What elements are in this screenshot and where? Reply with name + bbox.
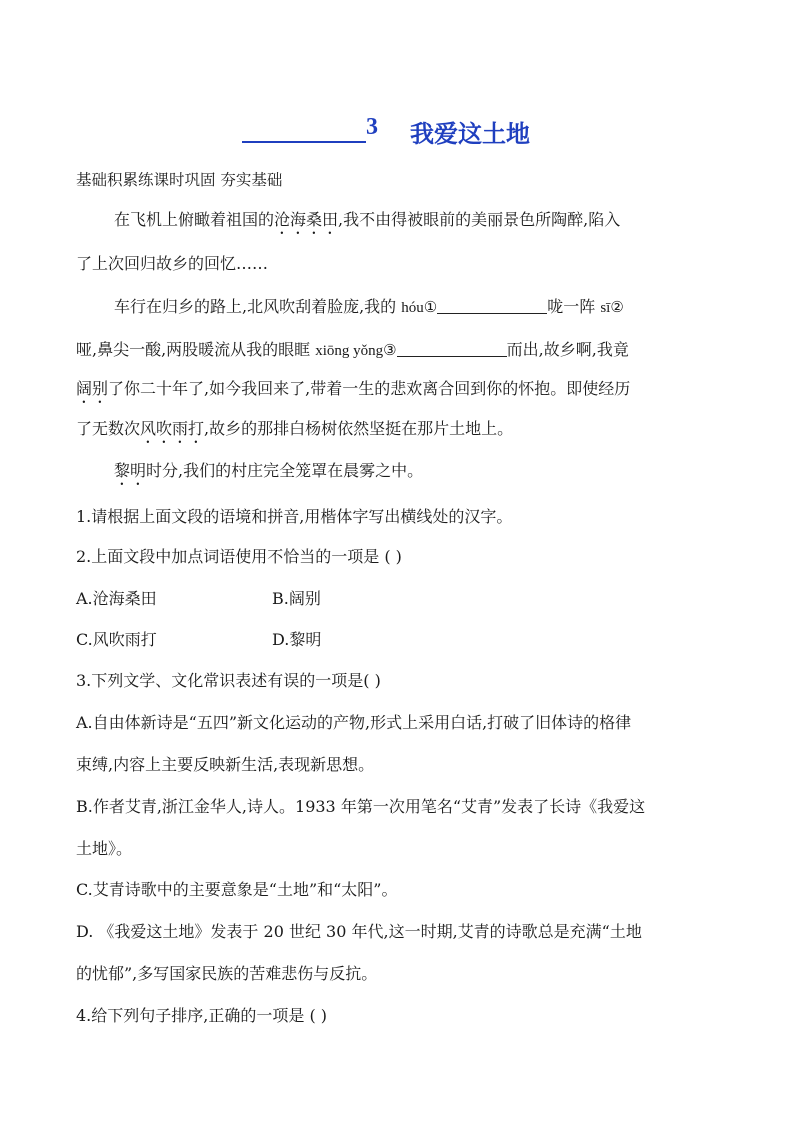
q2-option-a[interactable]: A.沧海桑田: [76, 589, 157, 608]
question-4: 4.给下列句子排序,正确的一项是 ( ): [76, 1006, 328, 1025]
q2-option-d[interactable]: D.黎明: [272, 630, 322, 649]
section-heading: 基础积累练课时巩固 夯实基础: [76, 171, 283, 189]
dotted-word: 风吹雨打: [140, 419, 205, 438]
pinyin-hint: xiōng yǒng③: [315, 343, 397, 359]
passage-line: 了上次回归故乡的回忆……: [76, 254, 269, 273]
passage-line: 黎明时分,我们的村庄完全笼罩在晨雾之中。: [114, 461, 424, 480]
answer-blank-1[interactable]: [437, 297, 547, 314]
q3-option-b[interactable]: B.作者艾青,浙江金华人,诗人。1933 年第一次用笔名“艾青”发表了长诗《我爱这: [76, 797, 646, 816]
q3-option-a-cont: 束缚,内容上主要反映新生活,表现新思想。: [76, 755, 375, 774]
passage-line: 车行在归乡的路上,北风吹刮着脸庞,我的 hóu① 咙一阵 sī②: [114, 297, 624, 316]
dotted-word: 沧海桑田: [274, 210, 339, 229]
question-2: 2.上面文段中加点词语使用不恰当的一项是 ( ): [76, 547, 402, 566]
passage-line: 在飞机上俯瞰着祖国的沧海桑田,我不由得被眼前的美丽景色所陶醉,陷入: [114, 210, 621, 229]
title-underline: [242, 141, 366, 143]
page-title: 我爱这土地: [410, 120, 530, 148]
title-row: [0, 112, 794, 146]
q2-option-c[interactable]: C.风吹雨打: [76, 630, 157, 649]
dotted-word: 黎明: [114, 461, 147, 480]
q2-option-b[interactable]: B.阔别: [272, 589, 321, 608]
passage-line: 哑,鼻尖一酸,两股暖流从我的眼眶 xiōng yǒng③ 而出,故乡啊,我竟: [76, 340, 629, 359]
question-3: 3.下列文学、文化常识表述有误的一项是( ): [76, 671, 381, 690]
q3-option-b-cont: 土地》。: [76, 839, 133, 858]
q3-option-c[interactable]: C.艾青诗歌中的主要意象是“土地”和“太阳”。: [76, 880, 398, 899]
pinyin-hint: sī②: [600, 300, 624, 316]
passage-line: 了无数次风吹雨打,故乡的那排白杨树依然坚挺在那片土地上。: [76, 419, 514, 438]
passage-line: 阔别了你二十年了,如今我回来了,带着一生的悲欢离合回到你的怀抱。即使经历: [76, 379, 631, 398]
answer-blank-3[interactable]: [397, 340, 507, 357]
q3-option-d-cont: 的忧郁”,多写国家民族的苦难悲伤与反抗。: [76, 964, 378, 983]
question-1: 1.请根据上面文段的语境和拼音,用楷体字写出横线处的汉字。: [76, 507, 513, 526]
title-number: 3: [366, 114, 378, 140]
pinyin-hint: hóu①: [401, 300, 438, 316]
q3-option-a[interactable]: A.自由体新诗是“五四”新文化运动的产物,形式上采用白话,打破了旧体诗的格律: [76, 713, 632, 732]
dotted-word: 阔别: [76, 379, 109, 398]
q3-option-d[interactable]: D. 《我爱这土地》发表于 20 世纪 30 年代,这一时期,艾青的诗歌总是充满“土地: [76, 922, 642, 941]
